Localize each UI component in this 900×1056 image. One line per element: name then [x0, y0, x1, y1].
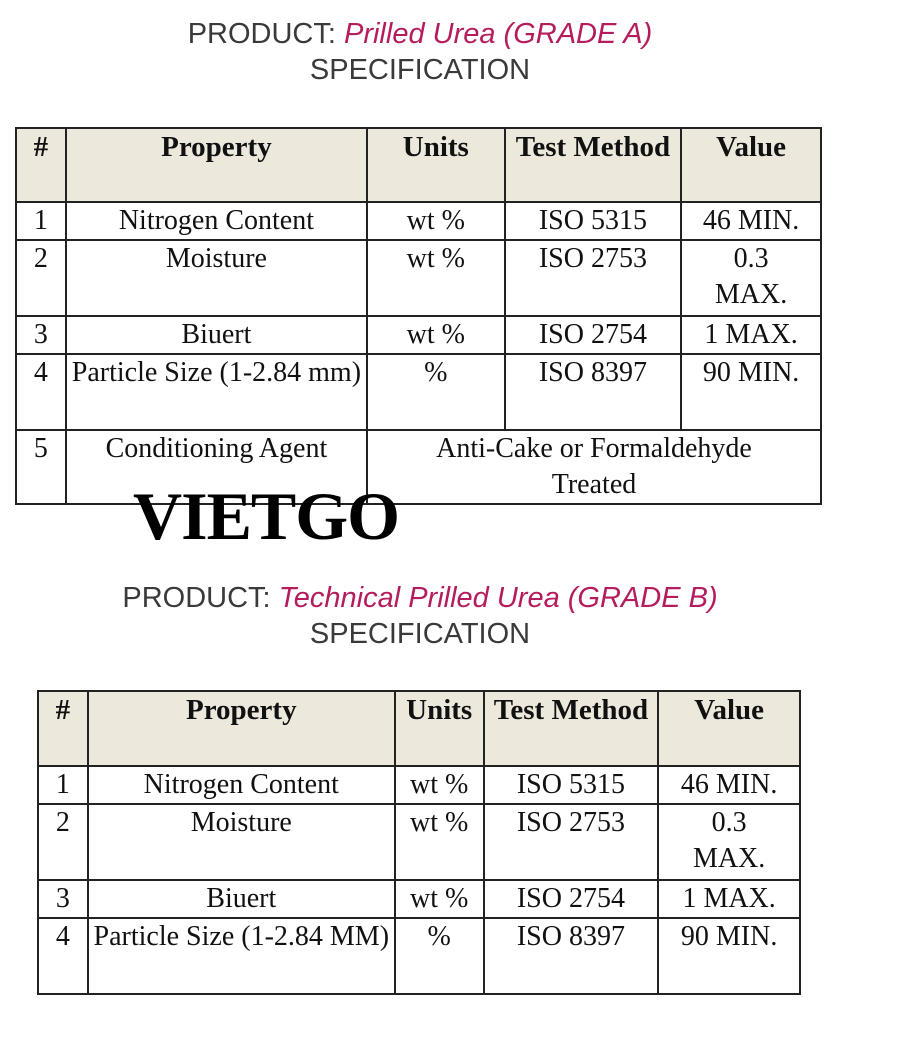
- cell-property: Biuert: [66, 316, 367, 354]
- grade-a-spec-table: [15, 127, 822, 505]
- header-units: Units: [395, 691, 484, 766]
- grade-a-heading: [0, 16, 840, 88]
- grade-a-product-line: [0, 16, 840, 52]
- header-num: #: [16, 128, 66, 202]
- cell-value: 46 MIN.: [681, 202, 821, 240]
- header-property: Property: [88, 691, 395, 766]
- grade-a-product-name: Prilled Urea (GRADE A): [343, 18, 653, 50]
- table-row: [16, 316, 821, 354]
- header-value: Value: [681, 128, 821, 202]
- cell-property: Nitrogen Content: [66, 202, 367, 240]
- grade-b-product-line: [0, 580, 840, 616]
- table-header-row: [16, 128, 821, 202]
- cell-value: 0.3 MAX.: [658, 804, 800, 880]
- grade-a-product-prefix: PRODUCT:: [187, 18, 344, 50]
- cell-units: wt %: [395, 766, 484, 804]
- grade-b-product-name: Technical Prilled Urea (GRADE B): [278, 582, 718, 614]
- cell-units: wt %: [395, 880, 484, 918]
- cell-num: 1: [16, 202, 66, 240]
- table-row: [38, 766, 800, 804]
- cell-property: Conditioning Agent: [66, 430, 367, 504]
- cell-units: wt %: [367, 316, 505, 354]
- table-row: [16, 240, 821, 316]
- cell-test-method: ISO 2753: [505, 240, 682, 316]
- cell-value: 0.3 MAX.: [681, 240, 821, 316]
- cell-test-method: ISO 8397: [505, 354, 682, 430]
- cell-num: 3: [38, 880, 88, 918]
- table-row: [16, 354, 821, 430]
- cell-merged-value: Anti-Cake or Formaldehyde Treated: [367, 430, 821, 504]
- table-row: [16, 202, 821, 240]
- cell-units: wt %: [367, 240, 505, 316]
- cell-num: 2: [38, 804, 88, 880]
- cell-num: 3: [16, 316, 66, 354]
- cell-test-method: ISO 2754: [505, 316, 682, 354]
- cell-num: 2: [16, 240, 66, 316]
- cell-test-method: ISO 8397: [484, 918, 659, 994]
- cell-value: 46 MIN.: [658, 766, 800, 804]
- table-row: [38, 880, 800, 918]
- table-row: [38, 918, 800, 994]
- cell-property: Nitrogen Content: [88, 766, 395, 804]
- header-property: Property: [66, 128, 367, 202]
- cell-test-method: ISO 5315: [505, 202, 682, 240]
- grade-b-subtitle: SPECIFICATION: [309, 618, 531, 650]
- cell-test-method: ISO 2753: [484, 804, 659, 880]
- cell-property: Moisture: [66, 240, 367, 316]
- cell-units: %: [367, 354, 505, 430]
- cell-test-method: ISO 2754: [484, 880, 659, 918]
- cell-num: 1: [38, 766, 88, 804]
- cell-value: 90 MIN.: [658, 918, 800, 994]
- grade-a-subtitle: SPECIFICATION: [309, 54, 531, 86]
- cell-num: 5: [16, 430, 66, 504]
- grade-b-heading: [0, 580, 840, 652]
- grade-b-spec-table: [37, 690, 801, 995]
- cell-value: 90 MIN.: [681, 354, 821, 430]
- grade-b-product-prefix: PRODUCT:: [122, 582, 279, 614]
- cell-num: 4: [16, 354, 66, 430]
- table-row: [38, 804, 800, 880]
- cell-units: wt %: [395, 804, 484, 880]
- cell-test-method: ISO 5315: [484, 766, 659, 804]
- cell-units: wt %: [367, 202, 505, 240]
- cell-units: %: [395, 918, 484, 994]
- header-test-method: Test Method: [484, 691, 659, 766]
- table-header-row: [38, 691, 800, 766]
- cell-value: 1 MAX.: [681, 316, 821, 354]
- cell-num: 4: [38, 918, 88, 994]
- cell-property: Particle Size (1-2.84 MM): [88, 918, 395, 994]
- cell-property: Biuert: [88, 880, 395, 918]
- header-num: #: [38, 691, 88, 766]
- header-value: Value: [658, 691, 800, 766]
- header-units: Units: [367, 128, 505, 202]
- cell-value: 1 MAX.: [658, 880, 800, 918]
- vietgo-watermark: VIETGO: [133, 478, 400, 554]
- cell-property: Particle Size (1-2.84 mm): [66, 354, 367, 430]
- header-test-method: Test Method: [505, 128, 682, 202]
- cell-property: Moisture: [88, 804, 395, 880]
